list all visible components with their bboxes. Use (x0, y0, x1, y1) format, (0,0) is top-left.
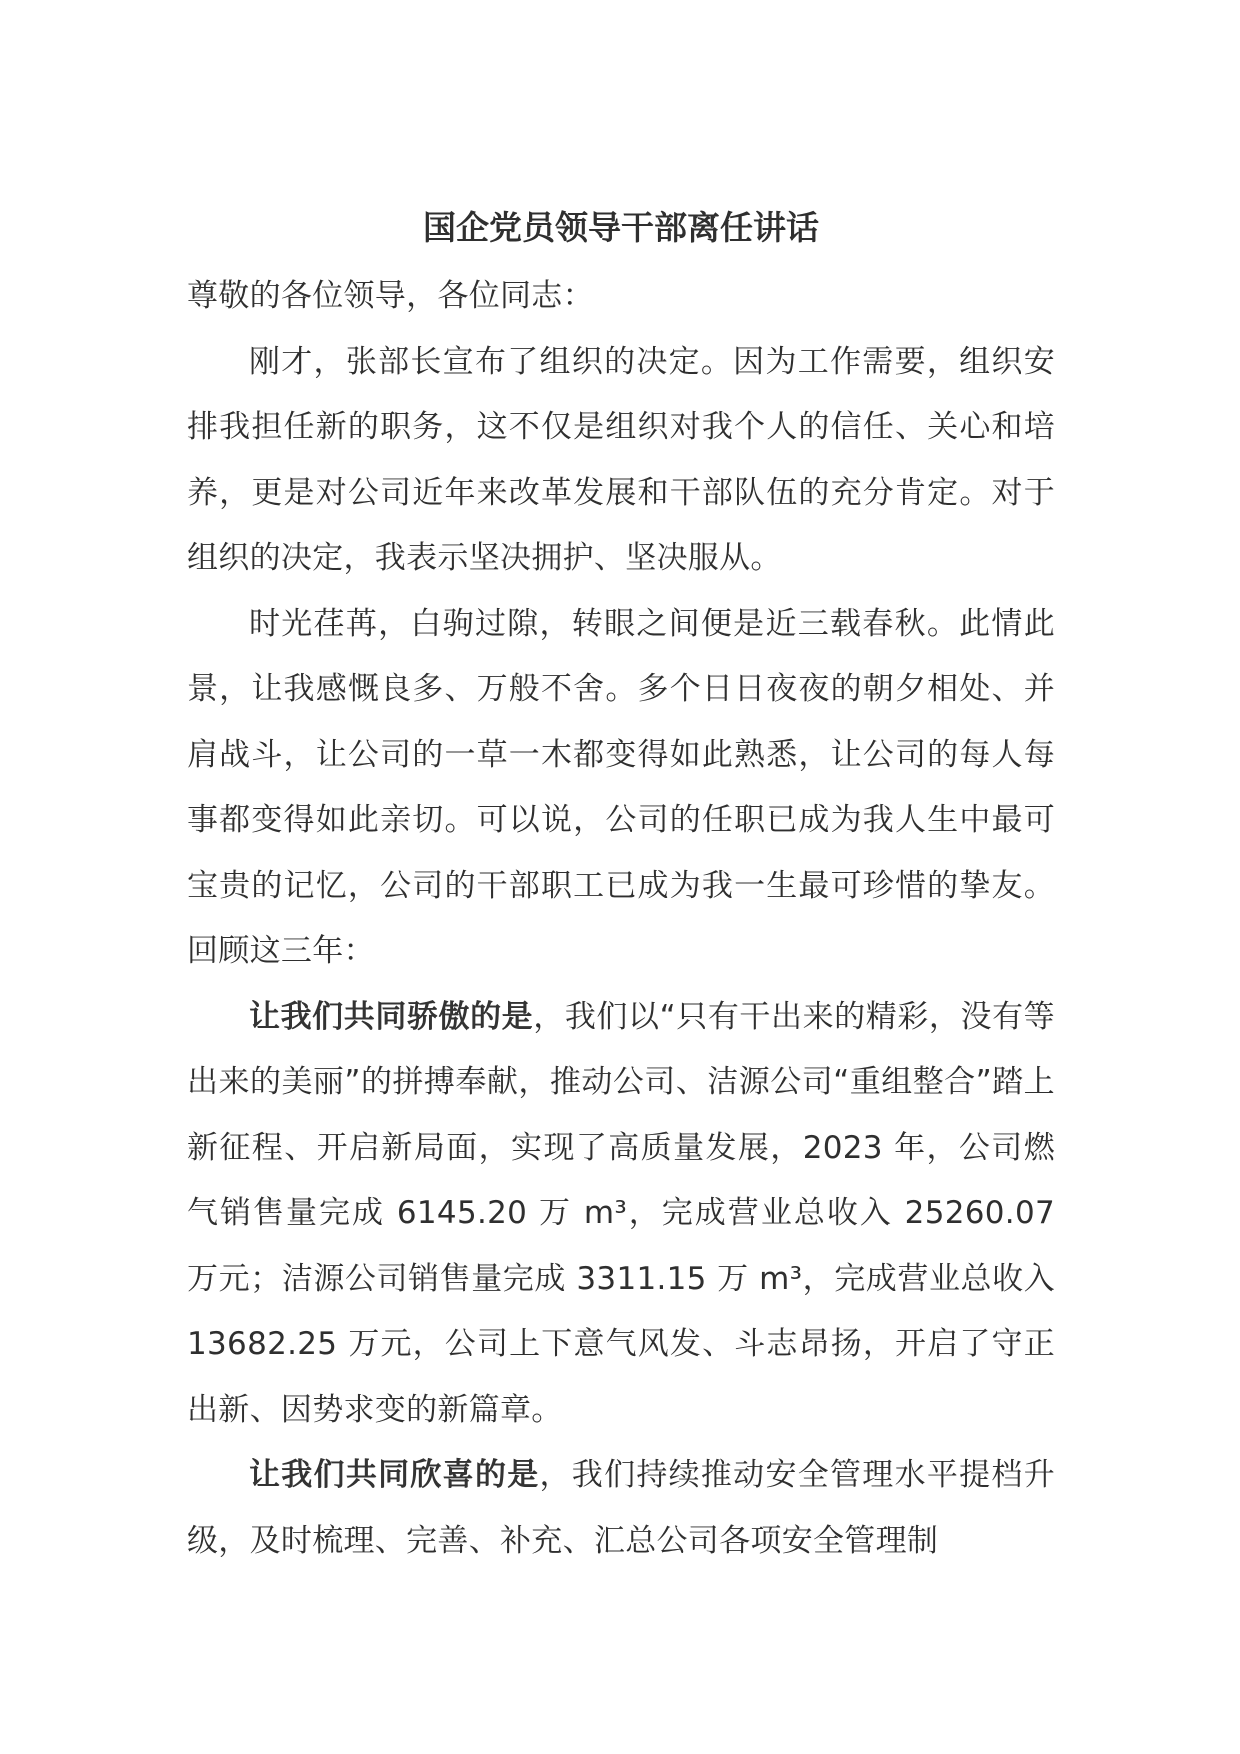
paragraph-1 (187, 330, 1055, 592)
paragraph-text: ，我们持续推动安全管理水平提档升级，及时梳理、完善、补充、汇总公司各项安全管理制 (187, 1457, 1055, 1559)
paragraph-4 (187, 1443, 1055, 1574)
document-body (187, 198, 1055, 1574)
paragraph-lead: 让我们共同欣喜的是 (249, 1457, 540, 1493)
paragraph-text: 刚才，张部长宣布了组织的决定。因为工作需要，组织安排我担任新的职务，这不仅是组织对我个人的信任、关心和培养，更是对公司近年来改革发展和干部队伍的充分肯定。对于组织的决定，我表示坚决拥护、坚决服从。 (187, 343, 1055, 576)
page-title: 国企党员领导干部离任讲话 (423, 208, 819, 247)
paragraph-text: ，我们以“只有干出来的精彩，没有等出来的美丽”的拼搏奉献，推动公司、洁源公司“重组整合”踏上新征程、开启新局面，实现了高质量发展，2023 年，公司燃气销售量完成 6145.20 万 m³，完成营业总收入 25260.07 万元；洁源公司销售量完成 3311.15 万 m³，完成营业总收入 13682.25 万元，公司上下意气风发、斗志昂扬，开启了守正出新、因势求变的新篇章。 (187, 998, 1055, 1428)
paragraph-3 (187, 985, 1055, 1444)
paragraph-lead: 让我们共同骄傲的是 (249, 998, 534, 1035)
paragraph-text: 时光荏苒，白驹过隙，转眼之间便是近三载春秋。此情此景，让我感慨良多、万般不舍。多个日日夜夜的朝夕相处、并肩战斗，让公司的一草一木都变得如此熟悉，让公司的每人每事都变得如此亲切。可以说，公司的任职已成为我人生中最可宝贵的记忆，公司的干部职工已成为我一生最可珍惜的挚友。回顾这三年： (187, 605, 1055, 969)
salutation: 尊敬的各位领导，各位同志： (187, 278, 594, 314)
paragraph-2 (187, 592, 1055, 985)
